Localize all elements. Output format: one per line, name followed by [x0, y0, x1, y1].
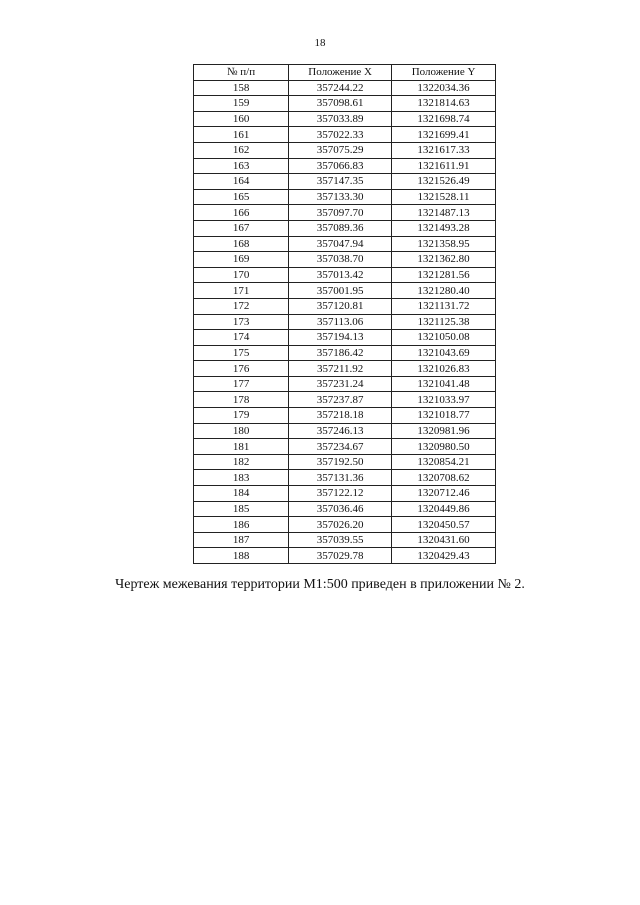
table-row [194, 361, 496, 377]
coordinates-table [193, 64, 496, 564]
cell-x: 357113.06 [289, 314, 392, 330]
cell-y: 1321493.28 [392, 220, 496, 236]
cell-x: 357066.83 [289, 158, 392, 174]
table-row [194, 376, 496, 392]
cell-x: 357038.70 [289, 252, 392, 268]
cell-number: 179 [194, 408, 289, 424]
table-row [194, 267, 496, 283]
table-row [194, 111, 496, 127]
footer-text: Чертеж межевания территории М1:500 приведен в приложении № 2. [115, 577, 525, 592]
cell-x: 357098.61 [289, 96, 392, 112]
table-row [194, 548, 496, 564]
cell-y: 1320708.62 [392, 470, 496, 486]
cell-x: 357029.78 [289, 548, 392, 564]
table-row [194, 392, 496, 408]
cell-x: 357033.89 [289, 111, 392, 127]
cell-y: 1320981.96 [392, 423, 496, 439]
cell-y: 1321280.40 [392, 283, 496, 299]
table-row [194, 142, 496, 158]
table-row [194, 532, 496, 548]
cell-y: 1321526.49 [392, 174, 496, 190]
cell-number: 163 [194, 158, 289, 174]
table-header-row [194, 65, 496, 81]
cell-number: 168 [194, 236, 289, 252]
cell-y: 1321611.91 [392, 158, 496, 174]
cell-x: 357147.35 [289, 174, 392, 190]
cell-y: 1321617.33 [392, 142, 496, 158]
table-row [194, 158, 496, 174]
table-row [194, 298, 496, 314]
table-row [194, 439, 496, 455]
cell-number: 162 [194, 142, 289, 158]
cell-y: 1321041.48 [392, 376, 496, 392]
table-row [194, 408, 496, 424]
table-row [194, 330, 496, 346]
cell-x: 357001.95 [289, 283, 392, 299]
table-row [194, 127, 496, 143]
cell-number: 177 [194, 376, 289, 392]
cell-number: 166 [194, 205, 289, 221]
cell-x: 357026.20 [289, 517, 392, 533]
cell-number: 187 [194, 532, 289, 548]
cell-x: 357133.30 [289, 189, 392, 205]
cell-x: 357244.22 [289, 80, 392, 96]
cell-y: 1321050.08 [392, 330, 496, 346]
cell-y: 1320854.21 [392, 454, 496, 470]
cell-x: 357246.13 [289, 423, 392, 439]
cell-x: 357211.92 [289, 361, 392, 377]
table-row [194, 454, 496, 470]
cell-x: 357097.70 [289, 205, 392, 221]
cell-y: 1321698.74 [392, 111, 496, 127]
table-row [194, 205, 496, 221]
cell-x: 357186.42 [289, 345, 392, 361]
column-header-x: Положение X [289, 65, 392, 81]
cell-number: 186 [194, 517, 289, 533]
cell-number: 161 [194, 127, 289, 143]
cell-number: 167 [194, 220, 289, 236]
cell-number: 159 [194, 96, 289, 112]
cell-x: 357047.94 [289, 236, 392, 252]
cell-y: 1321362.80 [392, 252, 496, 268]
cell-y: 1320712.46 [392, 486, 496, 502]
cell-y: 1320429.43 [392, 548, 496, 564]
cell-y: 1321026.83 [392, 361, 496, 377]
table-header [194, 65, 496, 81]
table-row [194, 220, 496, 236]
cell-number: 184 [194, 486, 289, 502]
cell-number: 182 [194, 454, 289, 470]
cell-number: 176 [194, 361, 289, 377]
table-row [194, 423, 496, 439]
table-body [194, 80, 496, 563]
cell-number: 173 [194, 314, 289, 330]
table-row [194, 189, 496, 205]
table-row [194, 96, 496, 112]
cell-y: 1320431.60 [392, 532, 496, 548]
cell-number: 165 [194, 189, 289, 205]
cell-x: 357036.46 [289, 501, 392, 517]
cell-number: 180 [194, 423, 289, 439]
cell-x: 357039.55 [289, 532, 392, 548]
cell-number: 181 [194, 439, 289, 455]
cell-number: 183 [194, 470, 289, 486]
cell-number: 164 [194, 174, 289, 190]
cell-y: 1321125.38 [392, 314, 496, 330]
cell-x: 357218.18 [289, 408, 392, 424]
cell-y: 1320450.57 [392, 517, 496, 533]
table-row [194, 470, 496, 486]
cell-number: 178 [194, 392, 289, 408]
table-row [194, 486, 496, 502]
cell-x: 357122.12 [289, 486, 392, 502]
table-row [194, 501, 496, 517]
cell-y: 1321043.69 [392, 345, 496, 361]
cell-number: 174 [194, 330, 289, 346]
cell-x: 357192.50 [289, 454, 392, 470]
cell-y: 1320449.86 [392, 501, 496, 517]
column-header-y: Положение Y [392, 65, 496, 81]
cell-x: 357131.36 [289, 470, 392, 486]
column-header-number: № п/п [194, 65, 289, 81]
cell-number: 172 [194, 298, 289, 314]
cell-number: 169 [194, 252, 289, 268]
cell-x: 357022.33 [289, 127, 392, 143]
table-row [194, 517, 496, 533]
cell-number: 171 [194, 283, 289, 299]
cell-y: 1321814.63 [392, 96, 496, 112]
cell-x: 357089.36 [289, 220, 392, 236]
cell-number: 160 [194, 111, 289, 127]
cell-y: 1321487.13 [392, 205, 496, 221]
cell-y: 1321131.72 [392, 298, 496, 314]
cell-y: 1321018.77 [392, 408, 496, 424]
cell-y: 1321699.41 [392, 127, 496, 143]
cell-y: 1321281.56 [392, 267, 496, 283]
table-row [194, 345, 496, 361]
table-row [194, 174, 496, 190]
cell-x: 357013.42 [289, 267, 392, 283]
cell-y: 1322034.36 [392, 80, 496, 96]
cell-x: 357194.13 [289, 330, 392, 346]
table-row [194, 252, 496, 268]
cell-number: 175 [194, 345, 289, 361]
cell-x: 357120.81 [289, 298, 392, 314]
cell-number: 185 [194, 501, 289, 517]
cell-y: 1321033.97 [392, 392, 496, 408]
cell-number: 188 [194, 548, 289, 564]
table-row [194, 283, 496, 299]
cell-y: 1321528.11 [392, 189, 496, 205]
table-row [194, 236, 496, 252]
cell-y: 1320980.50 [392, 439, 496, 455]
cell-x: 357075.29 [289, 142, 392, 158]
cell-number: 158 [194, 80, 289, 96]
page-number: 18 [314, 37, 326, 49]
cell-number: 170 [194, 267, 289, 283]
cell-x: 357231.24 [289, 376, 392, 392]
cell-x: 357234.67 [289, 439, 392, 455]
cell-x: 357237.87 [289, 392, 392, 408]
table-row [194, 80, 496, 96]
cell-y: 1321358.95 [392, 236, 496, 252]
table-row [194, 314, 496, 330]
